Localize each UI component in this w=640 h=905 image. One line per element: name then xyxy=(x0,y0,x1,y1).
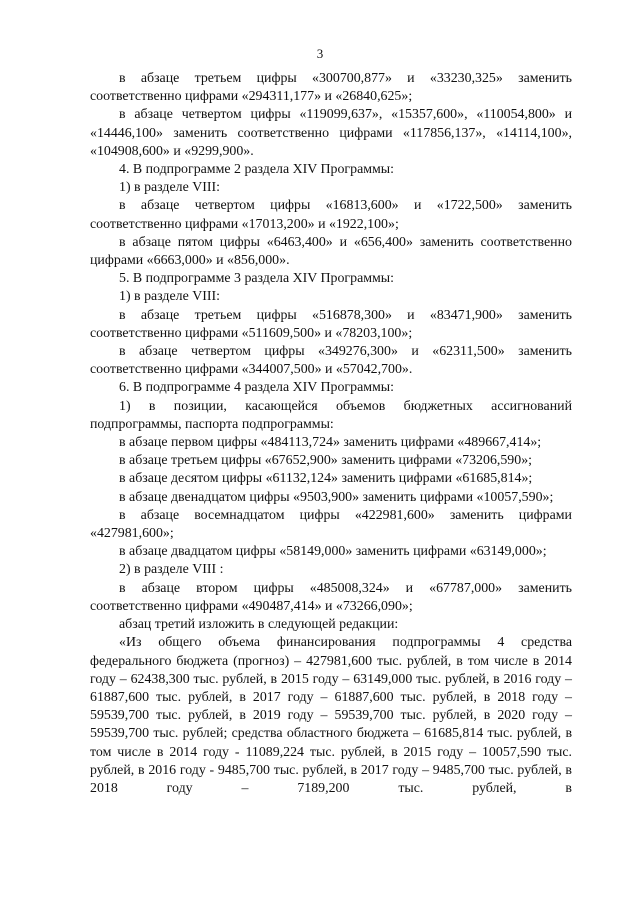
paragraph-subprogram-4-section: 2) в разделе VIII : xyxy=(119,562,224,578)
paragraph-subprogram-2-heading: 4. В подпрограмме 2 раздела XIV Программы: xyxy=(119,162,395,178)
paragraph-subprogram-4-item-tenth: в абзаце десятом цифры «61132,124» заменить цифрами «61685,814»; xyxy=(119,471,533,487)
paragraph-subprogram-3-item-fourth: в абзаце четвертом цифры «349276,300» и «62311,500» заменить соответственно цифрами «344007,500» и «57042,700». xyxy=(90,344,572,378)
paragraph-subprogram-3-section: 1) в разделе VIII: xyxy=(119,289,220,305)
paragraph-section3-item-third: в абзаце третьем цифры «300700,877» и «33230,325» заменить соответственно цифрами «294311,177» и «26840,625»; xyxy=(90,71,572,105)
paragraph-subprogram-4-heading: 6. В подпрограмме 4 раздела XIV Программы: xyxy=(119,380,395,396)
paragraph-subprogram-3-heading: 5. В подпрограмме 3 раздела XIV Программы: xyxy=(119,271,395,287)
paragraph-subprogram-4-passport: 1) в позиции, касающейся объемов бюджетных ассигнований подпрограммы, паспорта подпрограммы: xyxy=(90,398,572,432)
page-number: 3 xyxy=(316,46,324,61)
paragraph-section3-item-fourth: в абзаце четвертом цифры «119099,637», «15357,600», «110054,800» и «14446,100» заменить соответственно цифрами «117856,137», «14114,100», «104908,600» и «9299,900». xyxy=(90,107,572,159)
paragraph-subprogram-4-item-first: в абзаце первом цифры «484113,724» заменить цифрами «489667,414»; xyxy=(119,435,542,451)
paragraph-subprogram-4-item-twelfth: в абзаце двенадцатом цифры «9503,900» заменить цифрами «10057,590»; xyxy=(119,489,554,505)
paragraph-subprogram-2-section: 1) в разделе VIII: xyxy=(119,180,220,196)
document-body xyxy=(90,70,572,798)
paragraph-subprogram-4-section-item-third-intro: абзац третий изложить в следующей редакции: xyxy=(119,617,399,633)
paragraph-quoted-new-wording: «Из общего объема финансирования подпрограммы 4 средства федерального бюджета (прогноз) – 427981,600 тыс. рублей, в том числе в 2014 году – 62438,300 тыс. рублей, в 2015 году – 63149,000 тыс. рублей, в 2016 году – 61887,600 тыс. рублей, в 2017 году – 61887,600 тыс. рублей, в 2018 году – 59539,700 тыс. рублей, в 2019 году – 59539,700 тыс. рублей, в 2020 году – 59539,700 тыс. рублей; средства областного бюджета – 61685,814 тыс. рублей, в том числе в 2014 году - 11089,224 тыс. рублей, в 2015 году – 10057,590 тыс. рублей, в 2016 году - 9485,700 тыс. рублей, в 2017 году – 9485,700 тыс. рублей, в 2018 году – 7189,200 тыс. рублей, в xyxy=(90,635,572,796)
paragraph-subprogram-4-section-item-second: в абзаце втором цифры «485008,324» и «67787,000» заменить соответственно цифрами «490487,414» и «73266,090»; xyxy=(90,580,572,614)
paragraph-subprogram-2-item-fourth: в абзаце четвертом цифры «16813,600» и «1722,500» заменить соответственно цифрами «17013,200» и «1922,100»; xyxy=(90,198,572,232)
paragraph-subprogram-3-item-third: в абзаце третьем цифры «516878,300» и «83471,900» заменить соответственно цифрами «511609,500» и «78203,100»; xyxy=(90,307,572,341)
paragraph-subprogram-2-item-fifth: в абзаце пятом цифры «6463,400» и «656,400» заменить соответственно цифрами «6663,000» и «856,000». xyxy=(90,234,572,269)
paragraph-subprogram-4-item-twentieth: в абзаце двадцатом цифры «58149,000» заменить цифрами «63149,000»; xyxy=(119,544,547,560)
paragraph-subprogram-4-item-eighteenth: в абзаце восемнадцатом цифры «422981,600» заменить цифрами «427981,600»; xyxy=(90,507,572,542)
paragraph-subprogram-4-item-third: в абзаце третьем цифры «67652,900» заменить цифрами «73206,590»; xyxy=(119,453,533,469)
